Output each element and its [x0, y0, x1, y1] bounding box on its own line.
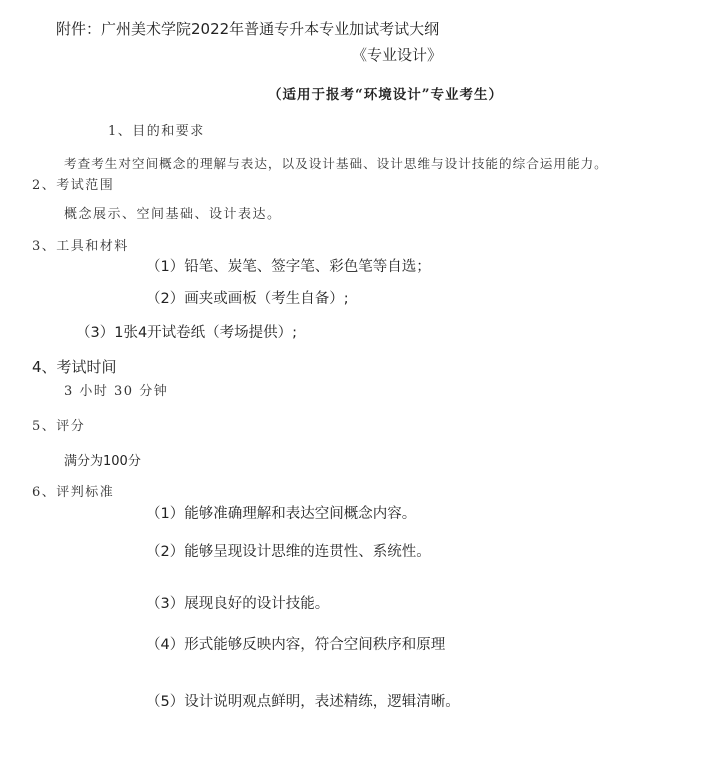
section-5-body: 满分为100分	[64, 454, 141, 469]
section-6-item-5: （5）设计说明观点鲜明，表述精练，逻辑清晰。	[146, 694, 460, 710]
section-3-title: 3、工具和材料	[32, 239, 129, 254]
section-6-item-2: （2）能够呈现设计思维的连贯性、系统性。	[146, 544, 431, 560]
section-3-item-3: （3）1张4开试卷纸（考场提供）;	[76, 325, 298, 341]
section-2-title: 2、考试范围	[32, 178, 115, 193]
section-6-item-1: （1）能够准确理解和表达空间概念内容。	[146, 506, 417, 522]
section-1-body: 考查考生对空间概念的理解与表达，以及设计基础、设计思维与设计技能的综合运用能力。	[64, 156, 608, 171]
section-6-title: 6、评判标准	[32, 485, 115, 500]
section-6-item-3: （3）展现良好的设计技能。	[146, 596, 330, 612]
section-1-title: 1、目的和要求	[108, 124, 205, 139]
section-3-item-1: （1）铅笔、炭笔、签字笔、彩色笔等自选；	[146, 259, 431, 275]
section-2-body: 概念展示、空间基础、设计表达。	[64, 207, 282, 222]
subject-title: 《专业设计》	[352, 46, 443, 64]
applicability-note: （适用于报考“环境设计”专业考生）	[268, 87, 504, 103]
document-header: 附件：广州美术学院2022年普通专升本专业加试考试大纲	[56, 20, 440, 38]
section-3-item-2: （2）画夹或画板（考生自备）;	[146, 291, 349, 307]
section-4-title: 4、考试时间	[32, 358, 117, 376]
section-4-body: 3 小时 30 分钟	[64, 384, 169, 399]
section-5-title: 5、评分	[32, 419, 86, 434]
section-6-item-4: （4）形式能够反映内容，符合空间秩序和原理	[146, 637, 446, 653]
